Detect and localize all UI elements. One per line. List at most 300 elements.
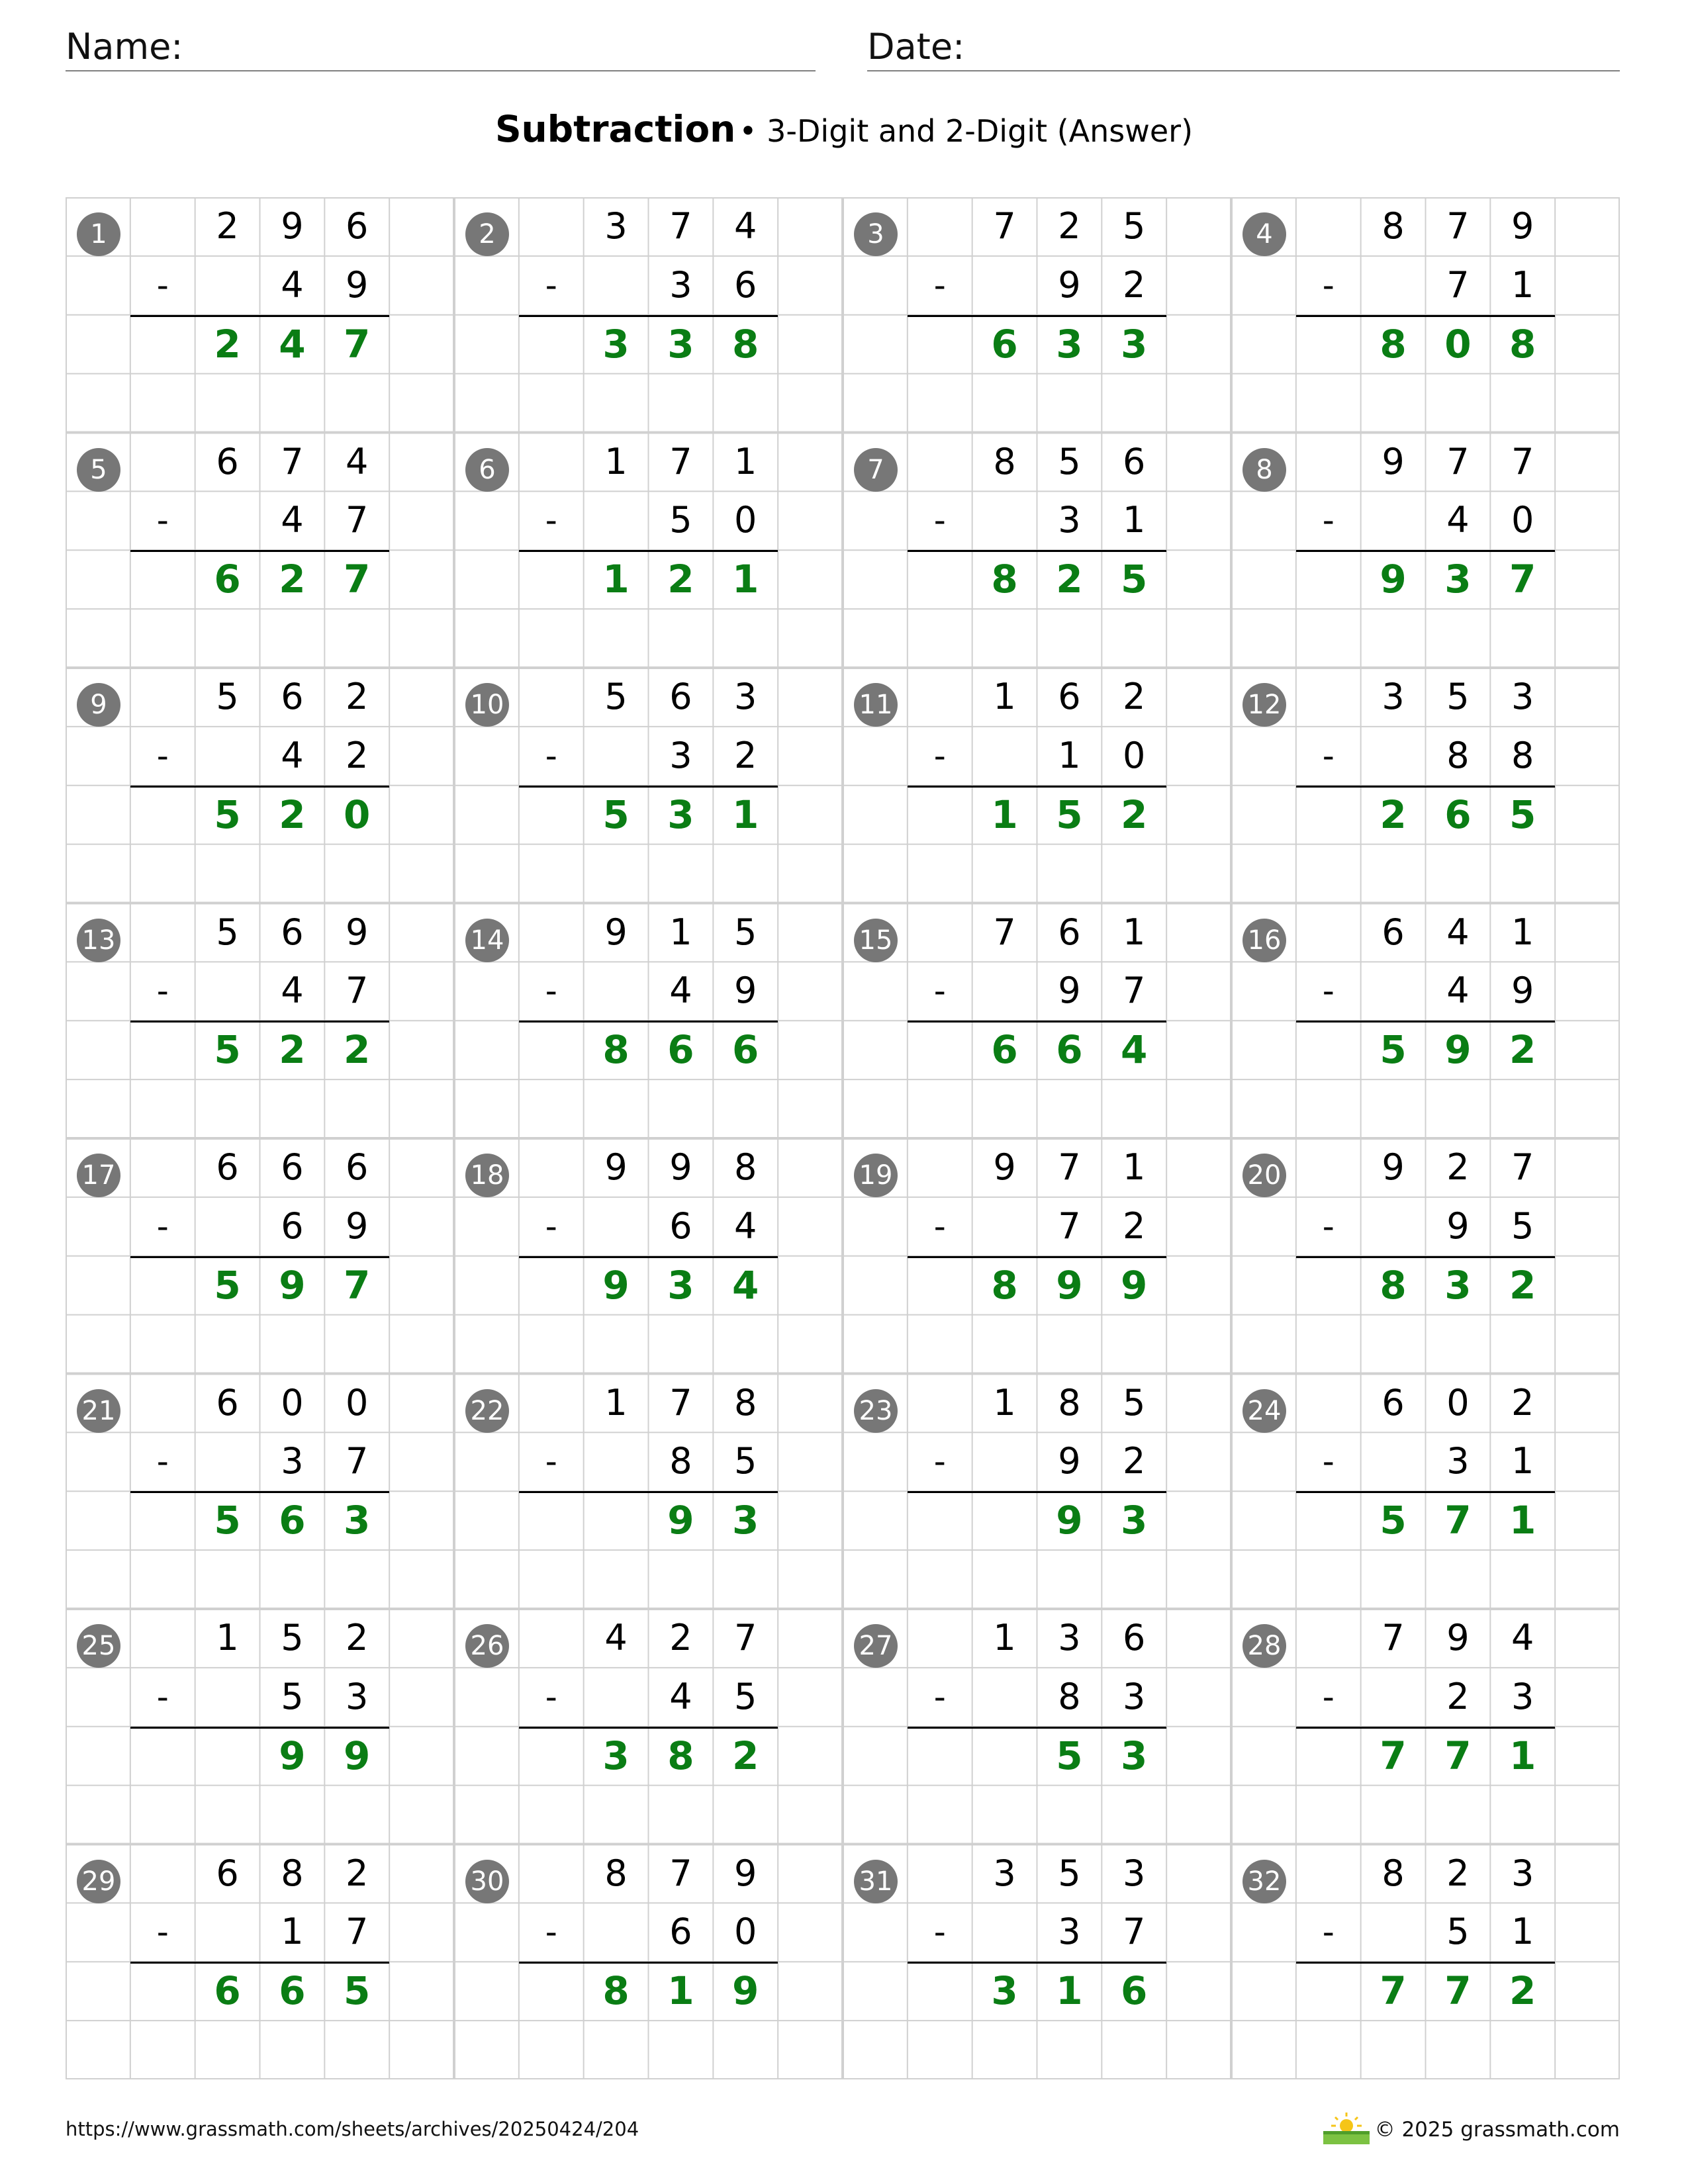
- subtrahend-digit: [1361, 1197, 1426, 1256]
- subtrahend-digit: 1: [1058, 734, 1081, 776]
- answer-rule: [130, 1962, 389, 1964]
- subtrahend-digit: 6: [669, 1911, 692, 1953]
- subtrahend-digit: 1: [281, 1911, 304, 1953]
- subtrahend-digit: 7: [346, 499, 369, 541]
- minuend-digit: 3: [604, 205, 628, 247]
- minus-sign: -: [1322, 1677, 1335, 1716]
- title-subtitle: • 3-Digit and 2-Digit (Answer): [739, 113, 1194, 149]
- subtrahend-digit: 4: [281, 499, 304, 541]
- answer-rule: [1296, 1727, 1555, 1729]
- problem-number-badge: 2: [465, 212, 509, 256]
- answer-digit: 7: [344, 321, 371, 367]
- subtrahend-digit: 4: [281, 734, 304, 776]
- minuend-digit: 9: [669, 1146, 692, 1188]
- subtrahend-digit: 2: [346, 734, 369, 776]
- minus-sign: -: [933, 1913, 946, 1952]
- answer-digit: 8: [602, 1027, 630, 1073]
- date-label: Date:: [867, 26, 965, 68]
- problem-23: [843, 1374, 1231, 1610]
- subtrahend-digit: 7: [1446, 263, 1470, 306]
- answer-digit: 9: [602, 1262, 630, 1308]
- answer-digit: 7: [1509, 557, 1536, 602]
- minus-sign: -: [545, 1206, 557, 1246]
- minuend-digit: 2: [346, 1617, 369, 1659]
- problem-number-badge: 5: [77, 448, 120, 492]
- answer-digit: 9: [1121, 1262, 1148, 1308]
- minuend-digit: 8: [1382, 205, 1405, 247]
- problem-4: [1231, 197, 1620, 433]
- answer-rule: [1296, 315, 1555, 317]
- subtrahend-digit: [195, 491, 260, 550]
- answer-digit: 6: [279, 1968, 306, 2014]
- footer-copyright: © 2025 grassmath.com: [1374, 2118, 1620, 2142]
- subtrahend-digit: 9: [1058, 1440, 1081, 1482]
- answer-rule: [130, 1491, 389, 1493]
- minuend-digit: 1: [604, 440, 628, 482]
- problem-number-badge: 13: [77, 919, 120, 962]
- minuend-digit: 4: [346, 440, 369, 482]
- subtrahend-digit: 3: [669, 263, 692, 306]
- minuend-digit: 5: [1058, 1852, 1081, 1894]
- problem-number-badge: 28: [1243, 1624, 1286, 1668]
- minuend-digit: 0: [281, 1381, 304, 1424]
- answer-digit: 5: [344, 1968, 371, 2014]
- problem-15: [843, 903, 1231, 1139]
- answer-rule: [519, 550, 778, 552]
- problem-25: [66, 1609, 454, 1844]
- subtrahend-digit: [1361, 727, 1426, 786]
- answer-rule: [130, 1021, 389, 1023]
- problem-19: [843, 1138, 1231, 1374]
- subtrahend-digit: 8: [1446, 734, 1470, 776]
- problem-31: [843, 1844, 1231, 2080]
- subtrahend-digit: 9: [1058, 263, 1081, 306]
- minuend-digit: 6: [1123, 440, 1146, 482]
- minuend-digit: 7: [1511, 440, 1534, 482]
- subtrahend-digit: 5: [669, 499, 692, 541]
- minuend-digit: 1: [993, 1617, 1016, 1659]
- subtrahend-digit: [972, 1197, 1037, 1256]
- subtrahend-digit: 9: [1446, 1205, 1470, 1247]
- answer-rule: [908, 1021, 1166, 1023]
- answer-digit: 1: [1509, 1733, 1536, 1778]
- minus-sign: -: [156, 1913, 169, 1952]
- answer-digit: 8: [1380, 1262, 1407, 1308]
- minus-sign: -: [545, 736, 557, 775]
- minuend-digit: 6: [669, 676, 692, 717]
- answer-digit: 7: [344, 1262, 371, 1308]
- problem-5: [66, 433, 454, 668]
- subtrahend-digit: 5: [734, 1675, 757, 1717]
- minuend-digit: 2: [669, 1617, 692, 1659]
- minuend-digit: 7: [993, 205, 1016, 247]
- minuend-digit: 6: [1382, 911, 1405, 953]
- minus-sign: -: [545, 1677, 557, 1716]
- title-main: Subtraction: [494, 108, 736, 150]
- subtrahend-digit: 4: [1446, 970, 1470, 1012]
- subtrahend-digit: [195, 727, 260, 786]
- minuend-digit: 2: [1123, 676, 1146, 717]
- answer-digit: 3: [667, 321, 694, 367]
- answer-digit: 0: [344, 792, 371, 837]
- subtrahend-digit: [584, 256, 649, 315]
- problem-number-badge: 18: [465, 1154, 509, 1197]
- answer-digit: 3: [1444, 557, 1472, 602]
- answer-digit: 8: [732, 321, 759, 367]
- problem-27: [843, 1609, 1231, 1844]
- subtrahend-digit: [972, 1903, 1037, 1962]
- answer-rule: [130, 315, 389, 317]
- minuend-digit: 6: [1058, 911, 1081, 953]
- answer-digit: 6: [991, 321, 1018, 367]
- worksheet-title: [0, 106, 1688, 161]
- problem-29: [66, 1844, 454, 2080]
- minuend-digit: 4: [734, 205, 757, 247]
- sun-over-grass-icon: [1321, 2111, 1372, 2146]
- answer-digit: 3: [602, 321, 630, 367]
- minuend-digit: 3: [1382, 676, 1405, 717]
- problem-number-badge: 8: [1243, 448, 1286, 492]
- minuend-digit: 1: [604, 1381, 628, 1424]
- answer-digit: 2: [1509, 1968, 1536, 2014]
- subtrahend-digit: [972, 1432, 1037, 1491]
- subtrahend-digit: [584, 727, 649, 786]
- answer-digit: 2: [214, 321, 241, 367]
- minus-sign: -: [156, 972, 169, 1011]
- answer-digit: 5: [1056, 792, 1083, 837]
- problem-14: [454, 903, 843, 1139]
- answer-digit: 2: [279, 557, 306, 602]
- answer-rule: [1296, 1962, 1555, 1964]
- minus-sign: -: [545, 1442, 557, 1481]
- answer-digit: 3: [732, 1498, 759, 1543]
- minuend-digit: 7: [669, 1381, 692, 1424]
- answer-digit: 2: [1509, 1027, 1536, 1073]
- minuend-digit: 6: [216, 1381, 239, 1424]
- subtrahend-digit: 1: [1123, 499, 1146, 541]
- answer-digit: 0: [1444, 321, 1472, 367]
- answer-digit: 4: [732, 1262, 759, 1308]
- minuend-digit: 5: [1058, 440, 1081, 482]
- problem-number-badge: 6: [465, 448, 509, 492]
- subtrahend-digit: 4: [669, 970, 692, 1012]
- name-field: [66, 24, 816, 71]
- answer-rule: [908, 1962, 1166, 1964]
- answer-digit: 8: [1509, 321, 1536, 367]
- answer-digit: 3: [667, 792, 694, 837]
- answer-digit: 2: [1509, 1262, 1536, 1308]
- answer-digit: [972, 1727, 1037, 1786]
- minuend-digit: 6: [1058, 676, 1081, 717]
- answer-rule: [519, 1962, 778, 1964]
- minuend-digit: 6: [281, 1146, 304, 1188]
- minuend-digit: 5: [216, 676, 239, 717]
- subtrahend-digit: [584, 1903, 649, 1962]
- answer-digit: 3: [1121, 1498, 1148, 1543]
- problem-number-badge: 23: [854, 1389, 898, 1433]
- problem-1: [66, 197, 454, 433]
- subtrahend-digit: [195, 1197, 260, 1256]
- minuend-digit: 6: [216, 1852, 239, 1894]
- subtrahend-digit: 6: [734, 263, 757, 306]
- answer-digit: 5: [1380, 1498, 1407, 1543]
- answer-digit: 9: [1380, 557, 1407, 602]
- subtrahend-digit: [195, 1903, 260, 1962]
- subtrahend-digit: [584, 1668, 649, 1727]
- minuend-digit: 9: [604, 1146, 628, 1188]
- problem-3: [843, 197, 1231, 433]
- problem-10: [454, 668, 843, 903]
- subtrahend-digit: 0: [1123, 734, 1146, 776]
- answer-rule: [519, 1491, 778, 1493]
- subtrahend-digit: 4: [734, 1205, 757, 1247]
- problem-number-badge: 16: [1243, 919, 1286, 962]
- problem-number-badge: 11: [854, 683, 898, 727]
- subtrahend-digit: 8: [669, 1440, 692, 1482]
- problem-number-badge: 9: [77, 683, 120, 727]
- subtrahend-digit: [1361, 1432, 1426, 1491]
- answer-digit: 7: [1444, 1733, 1472, 1778]
- minus-sign: -: [1322, 265, 1335, 304]
- minus-sign: -: [933, 1677, 946, 1716]
- subtrahend-digit: [195, 962, 260, 1021]
- answer-digit: 9: [1056, 1498, 1083, 1543]
- minuend-digit: 5: [281, 1617, 304, 1659]
- answer-digit: 1: [732, 792, 759, 837]
- minuend-digit: 6: [1123, 1617, 1146, 1659]
- answer-digit: 5: [214, 1262, 241, 1308]
- problem-28: [1231, 1609, 1620, 1844]
- answer-rule: [1296, 1256, 1555, 1258]
- answer-digit: [584, 1491, 649, 1550]
- answer-digit: 8: [991, 557, 1018, 602]
- answer-digit: 1: [1509, 1498, 1536, 1543]
- minuend-digit: 3: [1058, 1617, 1081, 1659]
- subtrahend-digit: [584, 1197, 649, 1256]
- answer-digit: 5: [214, 1027, 241, 1073]
- subtrahend-digit: 5: [734, 1440, 757, 1482]
- subtrahend-digit: 0: [734, 499, 757, 541]
- minuend-digit: 4: [1446, 911, 1470, 953]
- minus-sign: -: [545, 265, 557, 304]
- subtrahend-digit: 2: [1446, 1675, 1470, 1717]
- problem-18: [454, 1138, 843, 1374]
- minuend-digit: 6: [281, 911, 304, 953]
- minuend-digit: 9: [604, 911, 628, 953]
- answer-digit: 5: [1056, 1733, 1083, 1778]
- problem-number-badge: 7: [854, 448, 898, 492]
- subtrahend-digit: 3: [1058, 499, 1081, 541]
- minuend-digit: 7: [1446, 205, 1470, 247]
- subtrahend-digit: 2: [734, 734, 757, 776]
- problem-number-badge: 19: [854, 1154, 898, 1197]
- minus-sign: -: [545, 972, 557, 1011]
- answer-digit: 3: [1444, 1262, 1472, 1308]
- minuend-digit: 1: [669, 911, 692, 953]
- answer-digit: 2: [667, 557, 694, 602]
- problem-number-badge: 14: [465, 919, 509, 962]
- minuend-digit: 8: [281, 1852, 304, 1894]
- answer-rule: [908, 550, 1166, 552]
- answer-digit: 6: [214, 557, 241, 602]
- minuend-digit: 7: [1382, 1617, 1405, 1659]
- minuend-digit: 4: [1511, 1617, 1534, 1659]
- minuend-digit: 3: [734, 676, 757, 717]
- minuend-digit: 6: [346, 205, 369, 247]
- problem-number-badge: 12: [1243, 683, 1286, 727]
- answer-digit: 3: [1056, 321, 1083, 367]
- minuend-digit: 9: [281, 205, 304, 247]
- answer-digit: 7: [1444, 1968, 1472, 2014]
- problem-11: [843, 668, 1231, 903]
- problem-number-badge: 10: [465, 683, 509, 727]
- minus-sign: -: [933, 265, 946, 304]
- minus-sign: -: [1322, 1206, 1335, 1246]
- subtrahend-digit: 4: [281, 970, 304, 1012]
- problem-number-badge: 3: [854, 212, 898, 256]
- minuend-digit: 7: [669, 1852, 692, 1894]
- subtrahend-digit: 6: [281, 1205, 304, 1247]
- problem-number-badge: 29: [77, 1860, 120, 1903]
- subtrahend-digit: [972, 727, 1037, 786]
- minus-sign: -: [545, 1913, 557, 1952]
- subtrahend-digit: 0: [1511, 499, 1534, 541]
- minuend-digit: 2: [346, 1852, 369, 1894]
- answer-rule: [130, 1256, 389, 1258]
- answer-rule: [130, 786, 389, 788]
- problem-13: [66, 903, 454, 1139]
- subtrahend-digit: [1361, 1668, 1426, 1727]
- answer-digit: 9: [344, 1733, 371, 1778]
- subtrahend-digit: 3: [281, 1440, 304, 1482]
- minuend-digit: 0: [346, 1381, 369, 1424]
- answer-digit: 3: [991, 1968, 1018, 2014]
- problem-22: [454, 1374, 843, 1610]
- minuend-digit: 9: [993, 1146, 1016, 1188]
- minuend-digit: 5: [216, 911, 239, 953]
- problem-number-badge: 31: [854, 1860, 898, 1903]
- minus-sign: -: [933, 972, 946, 1011]
- minuend-digit: 9: [734, 1852, 757, 1894]
- subtrahend-digit: 8: [1058, 1675, 1081, 1717]
- answer-digit: 3: [1121, 1733, 1148, 1778]
- answer-digit: 5: [1121, 557, 1148, 602]
- minuend-digit: 1: [1123, 911, 1146, 953]
- subtrahend-digit: 9: [346, 1205, 369, 1247]
- answer-rule: [1296, 786, 1555, 788]
- minuend-digit: 8: [993, 440, 1016, 482]
- answer-digit: 9: [732, 1968, 759, 2014]
- answer-digit: 9: [1056, 1262, 1083, 1308]
- minuend-digit: 4: [604, 1617, 628, 1659]
- minuend-digit: 5: [734, 911, 757, 953]
- problem-7: [843, 433, 1231, 668]
- problem-number-badge: 15: [854, 919, 898, 962]
- subtrahend-digit: 4: [281, 263, 304, 306]
- subtrahend-digit: 5: [1511, 1205, 1534, 1247]
- problem-number-badge: 4: [1243, 212, 1286, 256]
- minus-sign: -: [1322, 972, 1335, 1011]
- minuend-digit: 6: [216, 1146, 239, 1188]
- subtrahend-digit: [972, 256, 1037, 315]
- minuend-digit: 8: [1382, 1852, 1405, 1894]
- minuend-digit: 0: [1446, 1381, 1470, 1424]
- subtrahend-digit: 1: [1511, 263, 1534, 306]
- problem-26: [454, 1609, 843, 1844]
- subtrahend-digit: [195, 1668, 260, 1727]
- minus-sign: -: [1322, 501, 1335, 540]
- answer-digit: 4: [279, 321, 306, 367]
- minuend-digit: 7: [734, 1617, 757, 1659]
- answer-digit: [972, 1491, 1037, 1550]
- minuend-digit: 9: [346, 911, 369, 953]
- minuend-digit: 7: [1511, 1146, 1534, 1188]
- problem-number-badge: 17: [77, 1154, 120, 1197]
- minuend-digit: 1: [1123, 1146, 1146, 1188]
- answer-digit: 7: [1444, 1498, 1472, 1543]
- answer-rule: [519, 1256, 778, 1258]
- answer-digit: 4: [1121, 1027, 1148, 1073]
- subtrahend-digit: 5: [281, 1675, 304, 1717]
- minus-sign: -: [1322, 1913, 1335, 1952]
- problem-21: [66, 1374, 454, 1610]
- problem-number-badge: 22: [465, 1389, 509, 1433]
- subtrahend-digit: 2: [1123, 263, 1146, 306]
- subtrahend-digit: 3: [1511, 1675, 1534, 1717]
- problem-17: [66, 1138, 454, 1374]
- answer-digit: 2: [1056, 557, 1083, 602]
- problem-number-badge: 25: [77, 1624, 120, 1668]
- problem-number-badge: 20: [1243, 1154, 1286, 1197]
- minuend-digit: 3: [1123, 1852, 1146, 1894]
- minuend-digit: 3: [1511, 676, 1534, 717]
- answer-digit: 8: [667, 1733, 694, 1778]
- answer-rule: [908, 786, 1166, 788]
- minuend-digit: 7: [1058, 1146, 1081, 1188]
- answer-digit: 8: [1380, 321, 1407, 367]
- minus-sign: -: [933, 1206, 946, 1246]
- minuend-digit: 5: [1446, 676, 1470, 717]
- answer-digit: 3: [667, 1262, 694, 1308]
- problem-9: [66, 668, 454, 903]
- subtrahend-digit: 3: [669, 734, 692, 776]
- subtrahend-digit: 9: [1058, 970, 1081, 1012]
- minuend-digit: 8: [734, 1146, 757, 1188]
- minus-sign: -: [156, 1206, 169, 1246]
- minus-sign: -: [156, 736, 169, 775]
- subtrahend-digit: 3: [346, 1675, 369, 1717]
- subtrahend-digit: [1361, 491, 1426, 550]
- subtrahend-digit: 2: [1123, 1440, 1146, 1482]
- answer-digit: 1: [991, 792, 1018, 837]
- minuend-digit: 1: [993, 676, 1016, 717]
- answer-digit: 9: [279, 1262, 306, 1308]
- answer-rule: [130, 1727, 389, 1729]
- subtrahend-digit: 6: [669, 1205, 692, 1247]
- minus-sign: -: [933, 736, 946, 775]
- answer-digit: 9: [667, 1498, 694, 1543]
- problem-20: [1231, 1138, 1620, 1374]
- subtrahend-digit: [1361, 962, 1426, 1021]
- subtrahend-digit: 1: [1511, 1911, 1534, 1953]
- minus-sign: -: [156, 265, 169, 304]
- problem-16: [1231, 903, 1620, 1139]
- answer-digit: [195, 1727, 260, 1786]
- answer-digit: 2: [732, 1733, 759, 1778]
- problem-8: [1231, 433, 1620, 668]
- problem-24: [1231, 1374, 1620, 1610]
- subtrahend-digit: [584, 1432, 649, 1491]
